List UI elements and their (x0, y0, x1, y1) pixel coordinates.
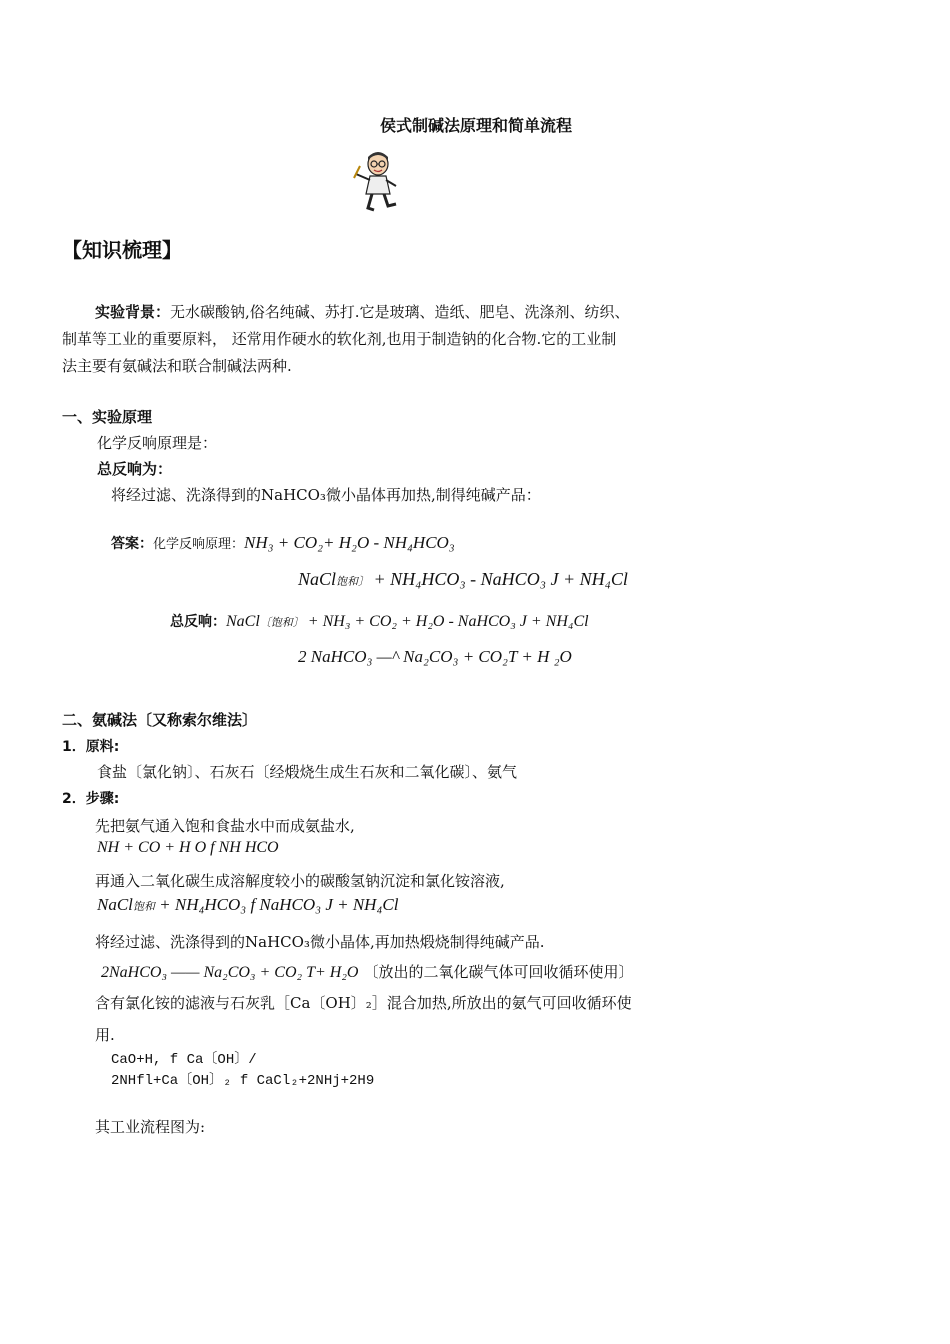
flow-chart-intro: 其工业流程图为: (95, 1118, 206, 1136)
step-4-equation-1: CaO+H, f Ca〔OH〕/ (111, 1052, 257, 1068)
step-2-eq-b: + NH₄HCO₃ f NaHCO₃ J + NH₄Cl (154, 895, 399, 914)
part2-heading: 二、氨碱法〔又称索尔维法〕 (62, 711, 258, 729)
section-heading: 【知识梳理】 (62, 238, 182, 262)
equation-2-b: + NH₄HCO₃ - NaHCO₃ J + NH₄Cl (369, 569, 628, 589)
equation-2-sub: 饱和〕 (336, 576, 370, 588)
raw-materials-text: 食盐〔氯化钠〕、石灰石〔经煅烧生成生石灰和二氧化碳〕、氨气 (97, 763, 518, 781)
background-line-1 (95, 301, 630, 322)
part1-line-3: 将经过滤、洗涤得到的NaHCO₃微小晶体再加热,制得纯碱产品： (111, 486, 541, 504)
equation-2 (298, 569, 628, 590)
step-2-text: 再通入二氧化碳生成溶解度较小的碳酸氢钠沉淀和氯化铵溶液, (95, 872, 505, 890)
step-3-note: 〔放出的二氧化碳气体可回收循环使用〕 (363, 963, 634, 981)
part1-heading: 一、实验原理 (62, 408, 153, 426)
step-4-equation-2: 2NHfl+Ca〔OH〕₂ f CaCl₂+2NHj+2H9 (111, 1073, 375, 1089)
step-4-line-1: 含有氯化铵的滤液与石灰乳［Ca〔OH〕₂］混合加热,所放出的氨气可回收循环使 (95, 994, 632, 1012)
total-reaction-line (170, 611, 589, 631)
steps-label: 2．步骤: (62, 791, 120, 807)
answer-line (111, 533, 455, 553)
background-line-2: 制革等工业的重要原料， 还常用作硬水的软化剂,也用于制造钠的化合物.它的工业制 (62, 330, 617, 348)
answer-label: 答案： (111, 536, 153, 552)
step-4-line-2: 用. (95, 1026, 115, 1044)
step-3-text: 将经过滤、洗涤得到的NaHCO₃微小晶体,再加热煅烧制得纯碱产品. (95, 933, 545, 951)
total-label: 总反响： (170, 614, 226, 630)
equation-1: NH₃ + CO₂+ H₂O - NH₄HCO₃ (244, 533, 455, 552)
background-label: 实验背景： (95, 303, 171, 321)
part1-line-2: 总反响为： (97, 460, 173, 478)
step-3-equation: 2NaHCO₃ —— Na₂CO₃ + CO₂ T+ H₂O (101, 964, 359, 981)
equation-3-a: NaCl (226, 613, 260, 630)
step-1-equation: NH + CO + H O f NH HCO (97, 839, 279, 856)
step-2-eq-sub: 饱和 (132, 901, 155, 913)
background-text-1: 无水碳酸钠,俗名纯碱、苏打.它是玻璃、造纸、肥皂、洗涤剂、纺织、 (170, 303, 630, 321)
cartoon-scientist-image (348, 150, 406, 218)
step-1-text: 先把氨气通入饱和食盐水中而成氨盐水, (95, 817, 355, 835)
equation-3-b: + NH₃ + CO₂ + H₂O - NaHCO₃ J + NH₄Cl (303, 613, 589, 630)
equation-3-sub: 〔饱和〕 (259, 617, 304, 629)
equation-2-a: NaCl (298, 569, 337, 589)
step-2-eq-a: NaCl (97, 895, 133, 914)
step-2-equation (97, 895, 398, 915)
raw-materials-label: 1．原料: (62, 739, 120, 755)
background-line-3: 法主要有氨碱法和联合制碱法两种. (62, 357, 292, 375)
step-3-equation-line (101, 961, 634, 982)
page-title: 侯式制碱法原理和简单流程 (380, 116, 573, 135)
equation-4: 2 NaHCO₃ —^ Na₂CO₃ + CO₂T + H ₂O (298, 647, 572, 666)
part1-line-1: 化学反响原理是： (97, 434, 218, 452)
answer-text: 化学反响原理： (153, 537, 245, 552)
